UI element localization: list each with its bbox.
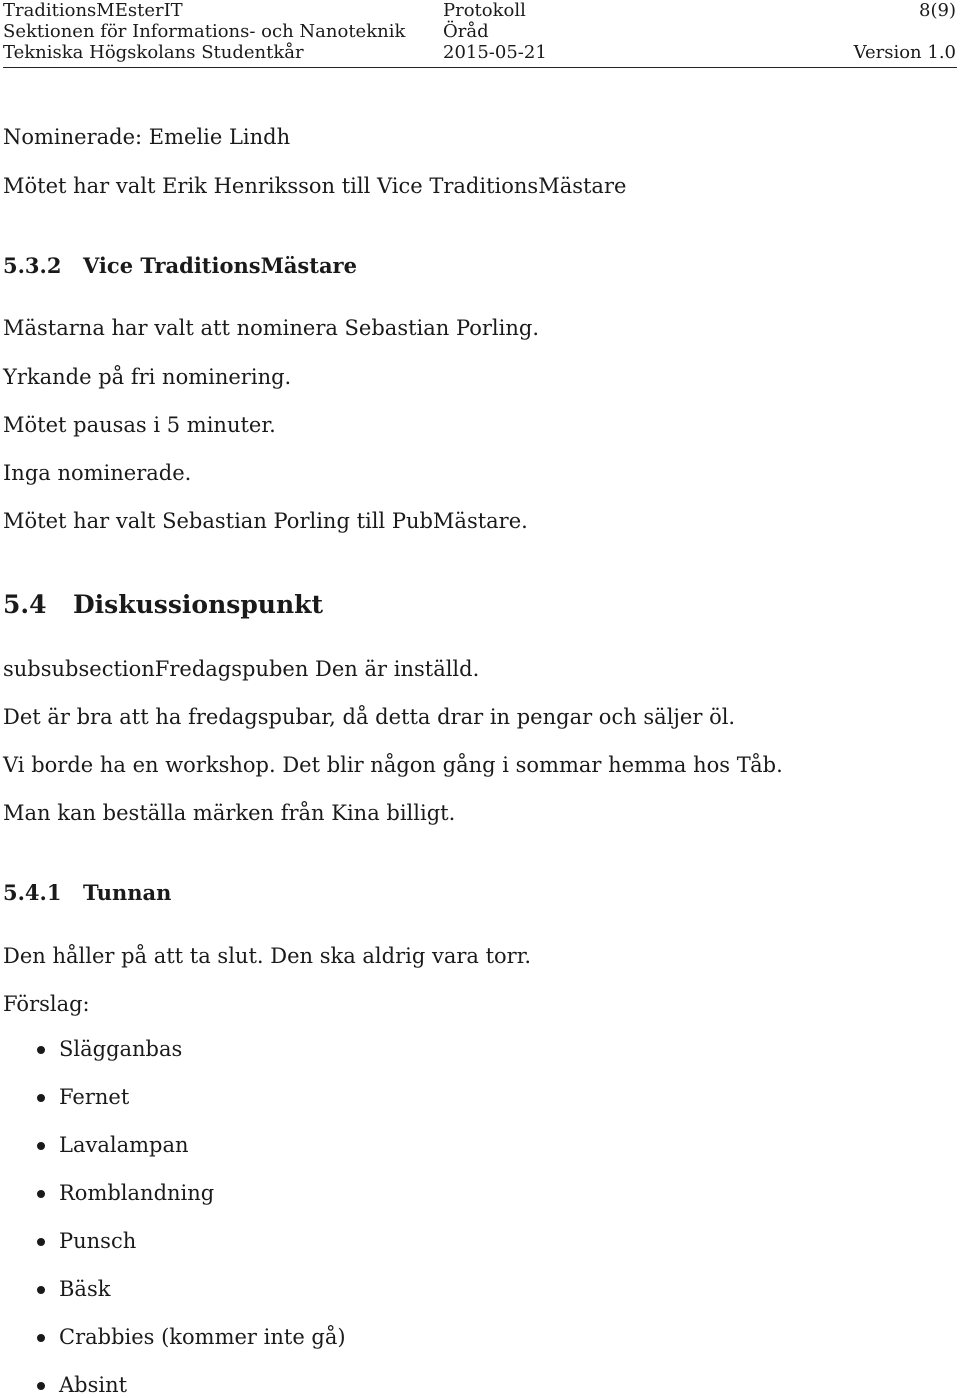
bullet-icon	[37, 1142, 45, 1150]
paragraph: Förslag:	[3, 992, 90, 1016]
header-section: Sektionen för Informations- och Nanoteknik	[3, 21, 406, 42]
section-heading	[3, 590, 323, 620]
bullet-icon	[37, 1382, 45, 1390]
bullet-icon	[37, 1286, 45, 1294]
bullet-icon	[37, 1334, 45, 1342]
paragraph: Man kan beställa märken från Kina billigt.	[3, 801, 456, 825]
section-number: 5.4	[3, 590, 47, 619]
header-doc-type: Protokoll	[443, 0, 526, 21]
subsection-heading	[3, 880, 171, 906]
subsection-number: 5.4.1	[3, 880, 62, 905]
header-student-union: Tekniska Högskolans Studentkår	[3, 42, 304, 63]
list-item-text: Fernet	[59, 1085, 130, 1109]
header-divider	[3, 67, 957, 68]
paragraph: Mötet har valt Erik Henriksson till Vice TraditionsMästare	[3, 174, 627, 198]
list-item-text: Punsch	[59, 1229, 137, 1253]
bullet-icon	[37, 1094, 45, 1102]
list-item-text: Bäsk	[59, 1277, 111, 1301]
paragraph: Mästarna har valt att nominera Sebastian Porling.	[3, 316, 540, 340]
subsection-heading	[3, 253, 357, 279]
header-version: Version 1.0	[853, 42, 956, 63]
header-date: 2015-05-21	[443, 42, 547, 63]
paragraph: Den håller på att ta slut. Den ska aldrig vara torr.	[3, 944, 532, 968]
paragraph: Det är bra att ha fredagspubar, då detta drar in pengar och säljer öl.	[3, 705, 736, 729]
bullet-icon	[37, 1046, 45, 1054]
paragraph: subsubsectionFredagspuben Den är inställd.	[3, 657, 480, 681]
list-item-text: Romblandning	[59, 1181, 215, 1205]
subsection-title: Vice TraditionsMästare	[83, 253, 357, 278]
bullet-icon	[37, 1190, 45, 1198]
paragraph: Yrkande på fri nominering.	[3, 365, 292, 389]
list-item-text: Absint	[59, 1373, 128, 1397]
header-row-2	[3, 21, 956, 43]
paragraph: Nominerade: Emelie Lindh	[3, 125, 291, 149]
paragraph: Mötet har valt Sebastian Porling till PubMästare.	[3, 509, 528, 533]
header-row-3	[3, 42, 956, 64]
list-item-text: Lavalampan	[59, 1133, 189, 1157]
subsection-number: 5.3.2	[3, 253, 62, 278]
paragraph: Vi borde ha en workshop. Det blir någon gång i sommar hemma hos Tåb.	[3, 753, 783, 777]
list-item-text: Slägganbas	[59, 1037, 183, 1061]
section-title: Diskussionspunkt	[73, 590, 324, 619]
header-meeting: Öråd	[443, 21, 489, 42]
bullet-icon	[37, 1238, 45, 1246]
paragraph: Mötet pausas i 5 minuter.	[3, 413, 276, 437]
paragraph: Inga nominerade.	[3, 461, 192, 485]
list-item-text: Crabbies (kommer inte gå)	[59, 1325, 346, 1349]
subsection-title: Tunnan	[83, 880, 172, 905]
header-org: TraditionsMEsterIT	[3, 0, 183, 21]
header-row-1	[3, 0, 956, 22]
header-page-number: 8(9)	[919, 0, 956, 21]
